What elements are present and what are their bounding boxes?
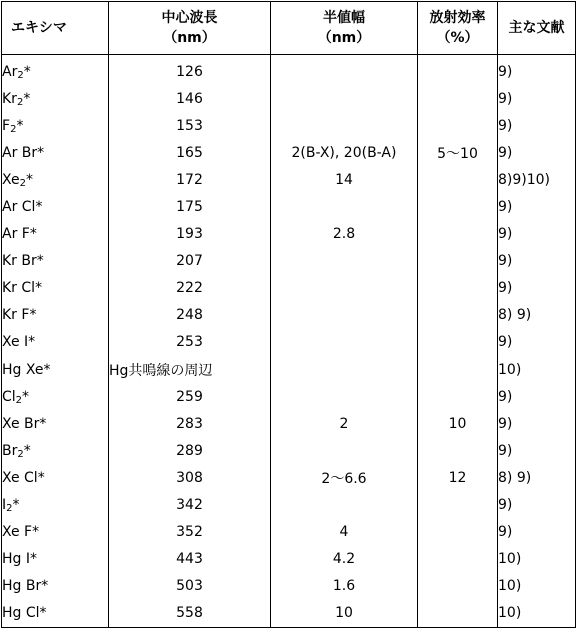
cell-species xyxy=(2,248,109,275)
cell-refs: 9) xyxy=(498,112,576,139)
table-row xyxy=(2,139,576,166)
cell-efficiency: 5〜10 xyxy=(418,139,498,166)
cell-refs: 10) xyxy=(498,573,576,600)
species-subscript: 2 xyxy=(16,96,24,108)
header-efficiency-title: 放射効率 xyxy=(429,10,486,26)
table-row xyxy=(2,248,576,275)
cell-efficiency: 12 xyxy=(418,464,498,491)
species-asterisk: * xyxy=(22,388,30,405)
cell-fwhm: 14 xyxy=(271,166,418,193)
species-subscript: 2 xyxy=(17,448,24,460)
cell-species xyxy=(2,464,109,491)
table-row xyxy=(2,112,576,139)
cell-wavelength: 289 xyxy=(109,437,271,464)
cell-wavelength: 283 xyxy=(109,410,271,437)
species-asterisk: * xyxy=(37,469,45,486)
cell-efficiency xyxy=(418,329,498,356)
species-base: Br xyxy=(2,442,18,459)
cell-species xyxy=(2,139,109,166)
cell-refs: 9) xyxy=(498,221,576,248)
cell-refs: 9) xyxy=(498,383,576,410)
species-base: F xyxy=(2,117,11,134)
table-row xyxy=(2,573,576,600)
cell-efficiency xyxy=(418,519,498,546)
species-base: Xe Br xyxy=(2,415,40,432)
species-subscript: 2 xyxy=(15,394,23,406)
cell-efficiency xyxy=(418,85,498,112)
cell-efficiency xyxy=(418,356,498,383)
header-refs: 主な文献 xyxy=(498,2,576,55)
cell-fwhm xyxy=(271,383,418,410)
species-base: Hg Xe xyxy=(2,361,44,378)
cell-species xyxy=(2,112,109,139)
species-subscript: 2 xyxy=(19,177,26,189)
cell-fwhm: 4 xyxy=(271,519,418,546)
cell-species xyxy=(2,492,109,519)
species-base: Ar F xyxy=(2,226,30,243)
table-row xyxy=(2,302,576,329)
species-asterisk: * xyxy=(43,361,51,378)
cell-refs: 10) xyxy=(498,600,576,628)
cell-fwhm: 2.8 xyxy=(271,221,418,248)
cell-efficiency xyxy=(418,166,498,193)
species-asterisk: * xyxy=(23,442,31,459)
header-wavelength-unit: （nm） xyxy=(163,30,216,46)
cell-species xyxy=(2,275,109,302)
table-row xyxy=(2,329,576,356)
cell-refs: 8)9)10) xyxy=(498,166,576,193)
cell-efficiency xyxy=(418,302,498,329)
cell-refs: 9) xyxy=(498,139,576,166)
header-wavelength-title: 中心波長 xyxy=(161,10,218,26)
cell-wavelength: 222 xyxy=(109,275,271,302)
table-row xyxy=(2,600,576,628)
cell-refs: 9) xyxy=(498,193,576,220)
cell-wavelength: 207 xyxy=(109,248,271,275)
cell-species xyxy=(2,383,109,410)
species-asterisk: * xyxy=(23,63,31,80)
cell-species xyxy=(2,410,109,437)
header-fwhm-unit: （nm） xyxy=(317,30,371,46)
cell-refs: 9) xyxy=(498,410,576,437)
header-fwhm-title: 半値幅 xyxy=(323,10,365,26)
cell-fwhm: 2〜6.6 xyxy=(271,464,418,491)
cell-fwhm xyxy=(271,275,418,302)
cell-efficiency xyxy=(418,492,498,519)
cell-fwhm xyxy=(271,193,418,220)
cell-wavelength: 172 xyxy=(109,166,271,193)
cell-refs: 9) xyxy=(498,329,576,356)
cell-wavelength: 126 xyxy=(109,55,271,86)
species-base: Cl xyxy=(2,388,16,405)
cell-refs: 9) xyxy=(498,248,576,275)
header-efficiency-unit: （%） xyxy=(436,30,479,46)
species-base: Ar Cl xyxy=(2,199,36,216)
species-asterisk: * xyxy=(32,524,40,541)
cell-efficiency xyxy=(418,546,498,573)
cell-efficiency xyxy=(418,573,498,600)
table-row xyxy=(2,356,576,383)
cell-fwhm xyxy=(271,329,418,356)
cell-efficiency xyxy=(418,600,498,628)
species-asterisk: * xyxy=(39,605,47,622)
cell-species xyxy=(2,221,109,248)
cell-refs: 10) xyxy=(498,546,576,573)
cell-refs: 9) xyxy=(498,55,576,86)
cell-species xyxy=(2,600,109,628)
species-base: Hg Br xyxy=(2,578,42,595)
cell-refs: 8) 9) xyxy=(498,464,576,491)
excimer-table xyxy=(1,1,576,628)
cell-wavelength: 175 xyxy=(109,193,271,220)
species-asterisk: * xyxy=(37,144,45,161)
cell-wavelength: 308 xyxy=(109,464,271,491)
cell-refs: 8) 9) xyxy=(498,302,576,329)
cell-fwhm xyxy=(271,492,418,519)
cell-efficiency xyxy=(418,221,498,248)
cell-fwhm: 1.6 xyxy=(271,573,418,600)
cell-efficiency xyxy=(418,275,498,302)
species-base: I xyxy=(2,497,7,514)
species-asterisk: * xyxy=(35,280,43,297)
cell-wavelength: 253 xyxy=(109,329,271,356)
table-row xyxy=(2,410,576,437)
cell-species xyxy=(2,193,109,220)
table-row xyxy=(2,383,576,410)
cell-fwhm xyxy=(271,437,418,464)
cell-wavelength: 352 xyxy=(109,519,271,546)
cell-efficiency xyxy=(418,193,498,220)
cell-efficiency xyxy=(418,383,498,410)
species-asterisk: * xyxy=(12,497,20,514)
header-wavelength xyxy=(109,2,271,55)
cell-refs: 9) xyxy=(498,437,576,464)
cell-wavelength: 193 xyxy=(109,221,271,248)
species-asterisk: * xyxy=(16,117,24,134)
species-asterisk: * xyxy=(23,90,31,107)
table-row xyxy=(2,166,576,193)
cell-efficiency xyxy=(418,437,498,464)
table-row xyxy=(2,85,576,112)
header-species: エキシマ xyxy=(2,2,109,55)
table-header xyxy=(2,2,576,55)
cell-refs: 9) xyxy=(498,519,576,546)
cell-wavelength: 165 xyxy=(109,139,271,166)
cell-wavelength: 443 xyxy=(109,546,271,573)
cell-species xyxy=(2,302,109,329)
header-fwhm xyxy=(271,2,418,55)
species-asterisk: * xyxy=(28,334,36,351)
cell-fwhm xyxy=(271,55,418,86)
table-row xyxy=(2,492,576,519)
cell-efficiency xyxy=(418,112,498,139)
cell-refs: 9) xyxy=(498,492,576,519)
cell-species xyxy=(2,329,109,356)
cell-wavelength: 248 xyxy=(109,302,271,329)
cell-species xyxy=(2,356,109,383)
species-asterisk: * xyxy=(35,199,43,216)
species-base: Xe Cl xyxy=(2,469,38,486)
species-base: Hg I xyxy=(2,551,30,568)
table-row xyxy=(2,275,576,302)
cell-fwhm xyxy=(271,302,418,329)
cell-wavelength: Hg共鳴線の周辺 xyxy=(109,356,271,383)
cell-species xyxy=(2,437,109,464)
species-base: Kr Br xyxy=(2,253,37,270)
cell-wavelength: 558 xyxy=(109,600,271,628)
species-asterisk: * xyxy=(30,551,37,568)
cell-refs: 9) xyxy=(498,275,576,302)
species-asterisk: * xyxy=(36,253,44,270)
cell-species xyxy=(2,546,109,573)
species-base: Xe xyxy=(2,171,20,188)
cell-wavelength: 259 xyxy=(109,383,271,410)
cell-species xyxy=(2,573,109,600)
cell-fwhm: 2(B-X), 20(B-A) xyxy=(271,139,418,166)
cell-wavelength: 342 xyxy=(109,492,271,519)
species-asterisk: * xyxy=(29,307,37,324)
cell-fwhm: 4.2 xyxy=(271,546,418,573)
table-row xyxy=(2,55,576,86)
species-asterisk: * xyxy=(41,578,49,595)
cell-refs: 10) xyxy=(498,356,576,383)
table-row xyxy=(2,519,576,546)
cell-wavelength: 146 xyxy=(109,85,271,112)
table-row xyxy=(2,437,576,464)
species-base: Kr Cl xyxy=(2,280,36,297)
species-base: Ar xyxy=(2,63,18,80)
table-row xyxy=(2,193,576,220)
header-row xyxy=(2,2,576,55)
cell-fwhm xyxy=(271,112,418,139)
cell-efficiency xyxy=(418,55,498,86)
species-subscript: 2 xyxy=(6,503,13,515)
species-subscript: 2 xyxy=(10,123,17,135)
species-base: Xe F xyxy=(2,524,33,541)
cell-fwhm: 2 xyxy=(271,410,418,437)
species-subscript: 2 xyxy=(17,69,24,81)
table-row xyxy=(2,464,576,491)
species-asterisk: * xyxy=(29,226,37,243)
cell-fwhm xyxy=(271,85,418,112)
cell-fwhm xyxy=(271,356,418,383)
cell-wavelength: 153 xyxy=(109,112,271,139)
cell-fwhm: 10 xyxy=(271,600,418,628)
cell-species xyxy=(2,519,109,546)
cell-refs: 9) xyxy=(498,85,576,112)
cell-efficiency: 10 xyxy=(418,410,498,437)
table-row xyxy=(2,546,576,573)
cell-wavelength: 503 xyxy=(109,573,271,600)
table-body xyxy=(2,55,576,628)
species-base: Xe I xyxy=(2,334,29,351)
cell-species xyxy=(2,166,109,193)
species-base: Hg Cl xyxy=(2,605,40,622)
table-row xyxy=(2,221,576,248)
cell-species xyxy=(2,85,109,112)
header-efficiency xyxy=(418,2,498,55)
cell-fwhm xyxy=(271,248,418,275)
species-base: Ar Br xyxy=(2,144,38,161)
cell-species xyxy=(2,55,109,86)
species-base: Kr xyxy=(2,90,17,107)
species-asterisk: * xyxy=(39,415,47,432)
species-asterisk: * xyxy=(25,171,33,188)
cell-efficiency xyxy=(418,248,498,275)
species-base: Kr F xyxy=(2,307,30,324)
